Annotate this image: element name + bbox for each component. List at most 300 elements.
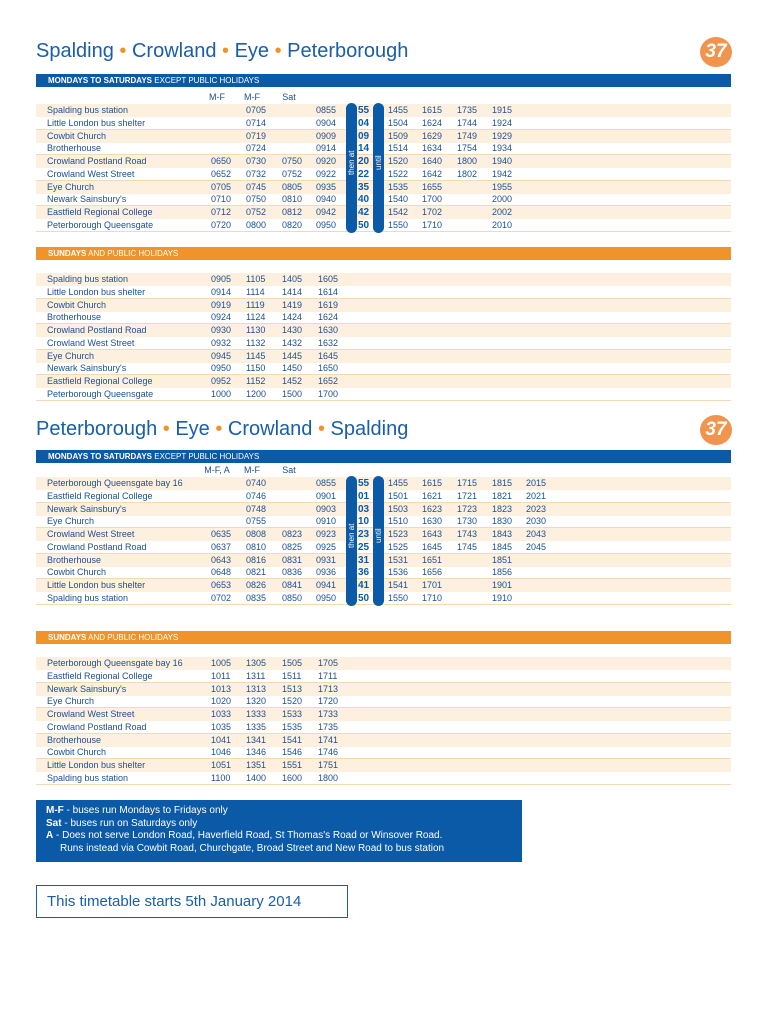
departure-time: 1630 (318, 325, 339, 335)
key-a-cont: Runs instead via Cowbit Road, Churchgate, Broad Street and New Road to bus station (60, 842, 445, 854)
band-qualifier: EXCEPT PUBLIC HOLIDAYS (152, 76, 260, 85)
departure-time: 1509 (388, 130, 409, 141)
departure-time: 1445 (282, 350, 303, 361)
departure-time: 0910 (316, 516, 337, 527)
departure-time: 1623 (422, 503, 443, 514)
departure-time: 1145 (246, 350, 266, 361)
departure-time: 1624 (422, 117, 443, 128)
departure-time: 0825 (282, 541, 303, 552)
departure-time: 1605 (318, 274, 339, 284)
band-days: MONDAYS TO SATURDAYS (48, 452, 153, 461)
departure-time: 1821 (492, 490, 513, 501)
departure-time: 1333 (246, 709, 267, 719)
minutes-past-hour: 23 (358, 529, 370, 540)
minutes-past-hour: 55 (358, 478, 370, 489)
departure-time: 0810 (282, 194, 303, 205)
departure-time: 0750 (282, 156, 303, 166)
departure-time: 1046 (211, 747, 232, 758)
stop-name: Eastfield Regional College (47, 207, 153, 217)
stop-name: Peterborough Queensgate bay 16 (47, 478, 183, 488)
departure-time: 1710 (422, 592, 443, 603)
departure-time: 1455 (388, 478, 409, 488)
departure-time: 0903 (316, 503, 337, 514)
departure-time: 0648 (211, 567, 232, 578)
minutes-past-hour: 03 (358, 503, 370, 515)
departure-time: 0805 (282, 181, 303, 192)
departure-time: 1749 (457, 130, 478, 141)
departure-time: 0755 (246, 516, 267, 527)
departure-time: 0952 (211, 376, 232, 386)
departure-time: 1751 (318, 760, 339, 770)
departure-time: 0712 (211, 207, 232, 217)
departure-time: 0812 (282, 207, 303, 217)
departure-time: 1645 (422, 541, 443, 552)
weekday-band (36, 74, 731, 87)
stop-name: Cowbit Church (47, 299, 107, 310)
departure-time: 0922 (316, 168, 337, 179)
departure-time: 1500 (282, 388, 303, 399)
departure-time: 0702 (211, 592, 232, 603)
departure-time: 1815 (492, 478, 513, 488)
departure-time: 1546 (282, 747, 303, 758)
departure-time: 1525 (388, 541, 409, 552)
title-place: Peterborough (36, 418, 158, 440)
departure-time: 0730 (246, 156, 267, 166)
departure-time: 1701 (422, 580, 443, 590)
table-row (36, 299, 731, 312)
departure-time: 0705 (246, 105, 267, 115)
departure-time: 0930 (211, 325, 232, 335)
departure-time: 1754 (457, 143, 478, 154)
departure-time: 1634 (422, 143, 443, 154)
stop-name: Cowbit Church (47, 747, 107, 758)
departure-time: 0940 (316, 194, 337, 205)
departure-time: 0835 (246, 592, 267, 603)
departure-time: 1124 (246, 312, 266, 323)
stop-name: Spalding bus station (47, 274, 129, 284)
departure-time: 1535 (282, 721, 303, 732)
departure-time: 0816 (246, 554, 267, 565)
departure-time: 1511 (282, 670, 302, 681)
departure-time: 0942 (316, 207, 337, 217)
departure-time: 1540 (388, 194, 409, 205)
table-row (36, 337, 731, 350)
stop-name: Eye Church (47, 516, 95, 527)
departure-time: 1830 (492, 516, 513, 527)
table-row (36, 311, 731, 324)
departure-time: 1455 (388, 105, 409, 115)
departure-time: 1541 (388, 580, 409, 590)
then-at-label: then at (347, 524, 356, 549)
departure-time: 2045 (526, 541, 547, 552)
departure-time: 0914 (211, 286, 232, 297)
departure-time: 0752 (246, 207, 267, 217)
departure-time: 1702 (422, 207, 443, 217)
departure-time: 0945 (211, 350, 232, 361)
minutes-past-hour: 40 (358, 194, 370, 206)
departure-time: 2023 (526, 503, 547, 514)
departure-time: 1313 (246, 683, 267, 694)
table-row (36, 683, 731, 696)
title-separator: • (113, 40, 132, 62)
departure-time: 1733 (318, 709, 339, 719)
departure-time: 1520 (282, 696, 303, 707)
route-title (36, 418, 408, 441)
departure-time: 1940 (492, 156, 513, 166)
departure-time: 1730 (457, 516, 478, 527)
key-sat: Sat - buses run on Saturdays only (46, 817, 198, 829)
stop-name: Crowland Postland Road (47, 541, 147, 552)
departure-time: 1510 (388, 516, 409, 527)
stop-name: Spalding bus station (47, 105, 129, 115)
title-place: Crowland (227, 418, 313, 440)
stop-name: Peterborough Queensgate bay 16 (47, 658, 183, 668)
band-days: MONDAYS TO SATURDAYS (48, 76, 153, 85)
minutes-past-hour: 50 (358, 592, 370, 604)
departure-time: 0746 (246, 490, 267, 501)
departure-time: 0800 (246, 219, 267, 230)
departure-time: 2021 (526, 490, 547, 501)
departure-time: 1000 (211, 388, 232, 399)
departure-time: 0923 (316, 529, 337, 539)
departure-time: 1851 (492, 554, 513, 565)
departure-time: 1400 (246, 772, 267, 783)
departure-time: 1915 (492, 105, 513, 115)
stop-name: Eastfield Regional College (47, 376, 153, 386)
departure-time: 1942 (492, 168, 513, 179)
departure-time: 0919 (211, 299, 232, 310)
departure-time: 0855 (316, 478, 337, 488)
departure-time: 1533 (282, 709, 303, 719)
departure-time: 0836 (282, 567, 303, 578)
title-place: Eye (175, 418, 210, 440)
stop-name: Spalding bus station (47, 772, 129, 783)
departure-time: 1335 (246, 721, 267, 732)
band-qualifier: EXCEPT PUBLIC HOLIDAYS (152, 452, 260, 461)
title-place: Spalding (330, 418, 409, 440)
minutes-past-hour: 55 (358, 105, 370, 116)
title-place: Spalding (36, 40, 114, 62)
departure-time: 1600 (282, 772, 303, 783)
band-days: SUNDAYS (48, 633, 87, 642)
title-separator: • (209, 418, 228, 440)
route-title (36, 40, 408, 63)
departure-time: 1132 (246, 337, 266, 348)
departure-time: 1424 (282, 312, 303, 323)
departure-time: 1614 (318, 286, 339, 297)
stop-name: Crowland West Street (47, 529, 135, 539)
departure-time: 1700 (422, 194, 443, 205)
title-place: Crowland (131, 40, 217, 62)
departure-time: 1929 (492, 130, 513, 141)
stop-name: Peterborough Queensgate (47, 388, 154, 399)
departure-time: 0740 (246, 478, 267, 488)
column-header: Sat (282, 92, 296, 102)
departure-time: 0652 (211, 168, 232, 179)
departure-time: 0950 (316, 219, 337, 230)
departure-time: 1341 (246, 734, 267, 745)
key-box (36, 800, 522, 862)
departure-time: 0901 (316, 490, 337, 501)
departure-time: 0820 (282, 219, 303, 230)
departure-time: 0643 (211, 554, 232, 565)
departure-time: 2002 (492, 207, 513, 217)
title-place: Eye (234, 40, 270, 62)
departure-time: 1051 (211, 760, 232, 770)
departure-time: 1541 (282, 734, 303, 745)
departure-time: 1710 (422, 219, 443, 230)
stop-name: Crowland Postland Road (47, 721, 147, 732)
departure-time: 1130 (246, 325, 266, 335)
departure-time: 0914 (316, 143, 337, 154)
departure-time: 1432 (282, 337, 303, 348)
departure-time: 1041 (211, 734, 232, 745)
stop-name: Crowland West Street (47, 709, 135, 719)
departure-time: 0920 (316, 156, 337, 166)
departure-time: 1843 (492, 529, 513, 539)
departure-time: 1522 (388, 168, 409, 179)
departure-time: 0748 (246, 503, 267, 514)
departure-time: 1414 (282, 286, 303, 297)
stop-name: Newark Sainsbury's (47, 194, 127, 205)
departure-time: 0905 (211, 274, 232, 284)
departure-time: 1311 (246, 670, 266, 681)
departure-time: 1551 (282, 760, 303, 770)
departure-time: 1856 (492, 567, 513, 578)
departure-time: 1700 (318, 388, 339, 399)
departure-time: 1723 (457, 503, 478, 514)
title-place: Peterborough (287, 40, 409, 62)
stop-name: Cowbit Church (47, 567, 107, 578)
departure-time: 1035 (211, 721, 232, 732)
departure-time: 0808 (246, 529, 267, 539)
sunday-band (36, 631, 731, 644)
departure-time: 0936 (316, 567, 337, 578)
departure-time: 1033 (211, 709, 232, 719)
table-row (36, 350, 731, 363)
departure-time: 1735 (457, 105, 478, 115)
departure-time: 1430 (282, 325, 303, 335)
departure-time: 1735 (318, 721, 339, 732)
departure-time: 1119 (246, 299, 265, 310)
departure-time: 0653 (211, 580, 232, 590)
departure-time: 1743 (457, 529, 478, 539)
departure-time: 1450 (282, 363, 303, 374)
stop-name: Eastfield Regional College (47, 670, 153, 681)
departure-time: 0720 (211, 219, 232, 230)
departure-time: 1934 (492, 143, 513, 154)
departure-time: 1351 (246, 760, 267, 770)
minutes-past-hour: 36 (358, 567, 370, 579)
departure-time: 0904 (316, 117, 337, 128)
departure-time: 1741 (318, 734, 339, 745)
departure-time: 0850 (282, 592, 303, 603)
stop-name: Crowland West Street (47, 168, 135, 179)
departure-time: 1640 (422, 156, 443, 166)
departure-time: 2000 (492, 194, 513, 205)
departure-time: 0925 (316, 541, 337, 552)
departure-time: 1802 (457, 168, 478, 179)
title-separator: • (269, 40, 288, 62)
route-number-badge: 37 (700, 37, 732, 67)
departure-time: 1955 (492, 181, 513, 192)
departure-time: 0950 (316, 592, 337, 603)
departure-time: 0823 (282, 529, 303, 539)
departure-time: 0810 (246, 541, 267, 552)
departure-time: 0821 (246, 567, 267, 578)
until-label: until (374, 155, 383, 171)
departure-time: 1744 (457, 117, 478, 128)
departure-time: 1619 (318, 299, 339, 310)
stop-name: Little London bus shelter (47, 286, 146, 297)
departure-time: 1452 (282, 376, 303, 386)
departure-time: 0635 (211, 529, 232, 539)
departure-time: 1629 (422, 130, 443, 141)
departure-time: 1305 (246, 658, 267, 668)
departure-time: 1011 (211, 670, 231, 681)
departure-time: 1513 (282, 683, 303, 694)
departure-time: 1503 (388, 503, 409, 514)
minutes-past-hour: 14 (358, 143, 370, 155)
column-header: Sat (282, 465, 296, 475)
departure-time: 0924 (211, 312, 232, 323)
departure-time: 1346 (246, 747, 267, 758)
stop-name: Brotherhouse (47, 312, 102, 323)
departure-time: 1630 (422, 516, 443, 527)
stop-name: Eye Church (47, 181, 95, 192)
minutes-past-hour: 25 (358, 541, 370, 553)
departure-time: 1150 (246, 363, 266, 374)
departure-time: 1721 (457, 490, 478, 501)
stop-name: Spalding bus station (47, 592, 129, 603)
departure-time: 2043 (526, 529, 547, 539)
departure-time: 0705 (211, 181, 232, 192)
departure-time: 0931 (316, 554, 337, 565)
departure-time: 0909 (316, 130, 337, 141)
departure-time: 1550 (388, 592, 409, 603)
departure-time: 1901 (492, 580, 513, 590)
departure-time: 0637 (211, 541, 232, 552)
departure-time: 1615 (422, 105, 443, 115)
departure-time: 1800 (318, 772, 339, 783)
departure-time: 1514 (388, 143, 409, 154)
stop-name: Little London bus shelter (47, 760, 146, 770)
stop-name: Crowland Postland Road (47, 156, 147, 166)
departure-time: 2030 (526, 516, 547, 527)
departure-time: 1652 (318, 376, 339, 386)
departure-time: 1419 (282, 299, 303, 310)
departure-time: 1642 (422, 168, 443, 179)
minutes-past-hour: 35 (358, 181, 370, 193)
departure-time: 1523 (388, 529, 409, 539)
table-row (36, 746, 731, 759)
departure-time: 1715 (457, 478, 478, 488)
sunday-band (36, 247, 731, 260)
departure-time: 1651 (422, 554, 443, 565)
departure-time: 1100 (211, 772, 231, 783)
stop-name: Eastfield Regional College (47, 490, 153, 501)
departure-time: 0750 (246, 194, 267, 205)
departure-time: 1020 (211, 696, 232, 707)
stop-name: Newark Sainsbury's (47, 503, 127, 514)
departure-time: 0841 (282, 580, 303, 590)
departure-time: 1152 (246, 376, 266, 386)
departure-time: 1655 (422, 181, 443, 192)
departure-time: 1505 (282, 658, 303, 668)
departure-time: 1615 (422, 478, 443, 488)
departure-time: 1845 (492, 541, 513, 552)
band-qualifier: AND PUBLIC HOLIDAYS (86, 249, 179, 258)
minutes-past-hour: 50 (358, 219, 370, 231)
departure-time: 1711 (318, 670, 338, 681)
departure-time: 1650 (318, 363, 339, 374)
departure-time: 0941 (316, 580, 337, 590)
minutes-past-hour: 41 (358, 580, 370, 591)
departure-time: 1536 (388, 567, 409, 578)
band-qualifier: AND PUBLIC HOLIDAYS (86, 633, 179, 642)
title-separator: • (216, 40, 235, 62)
departure-time: 1645 (318, 350, 339, 361)
table-row (36, 695, 731, 708)
departure-time: 1800 (457, 156, 478, 166)
minutes-past-hour: 20 (358, 156, 370, 167)
key-mf: M-F - buses run Mondays to Fridays only (46, 805, 228, 816)
minutes-past-hour: 10 (358, 516, 370, 528)
departure-time: 0932 (211, 337, 232, 348)
departure-time: 1535 (388, 181, 409, 192)
departure-time: 1114 (246, 286, 265, 297)
departure-time: 1005 (211, 658, 232, 668)
table-row (36, 362, 731, 375)
departure-time: 1746 (318, 747, 339, 758)
stop-name: Cowbit Church (47, 130, 107, 141)
stop-name: Newark Sainsbury's (47, 683, 127, 694)
departure-time: 1320 (246, 696, 267, 707)
departure-time: 1105 (246, 274, 266, 284)
departure-time: 1501 (388, 490, 409, 501)
departure-time: 0710 (211, 194, 232, 205)
key-a: A - Does not serve London Road, Haverfield Road, St Thomas's Road or Winsover Road. (46, 830, 443, 841)
route-number-badge: 37 (700, 415, 732, 445)
departure-time: 1745 (457, 541, 478, 552)
stop-name: Eye Church (47, 696, 95, 707)
departure-time: 1520 (388, 156, 409, 166)
column-header: M-F, A (204, 465, 230, 475)
departure-time: 0950 (211, 363, 232, 374)
stop-name: Little London bus shelter (47, 117, 146, 128)
departure-time: 0855 (316, 105, 337, 115)
departure-time: 0714 (246, 117, 267, 128)
departure-time: 0745 (246, 181, 267, 192)
departure-time: 0831 (282, 554, 303, 565)
minutes-past-hour: 31 (358, 554, 370, 566)
until-label: until (374, 528, 383, 544)
departure-time: 1621 (422, 490, 443, 501)
weekday-band (36, 450, 731, 463)
column-header: M-F (244, 92, 260, 102)
departure-time: 0752 (282, 168, 303, 179)
minutes-past-hour: 04 (358, 117, 370, 129)
departure-time: 1705 (318, 658, 339, 668)
departure-time: 1632 (318, 337, 339, 348)
departure-time: 1405 (282, 274, 303, 284)
stop-name: Newark Sainsbury's (47, 363, 127, 374)
minutes-past-hour: 01 (358, 490, 370, 502)
stop-name: Crowland West Street (47, 337, 135, 348)
departure-time: 1924 (492, 117, 513, 128)
stop-name: Crowland Postland Road (47, 325, 147, 335)
departure-time: 2010 (492, 219, 513, 230)
